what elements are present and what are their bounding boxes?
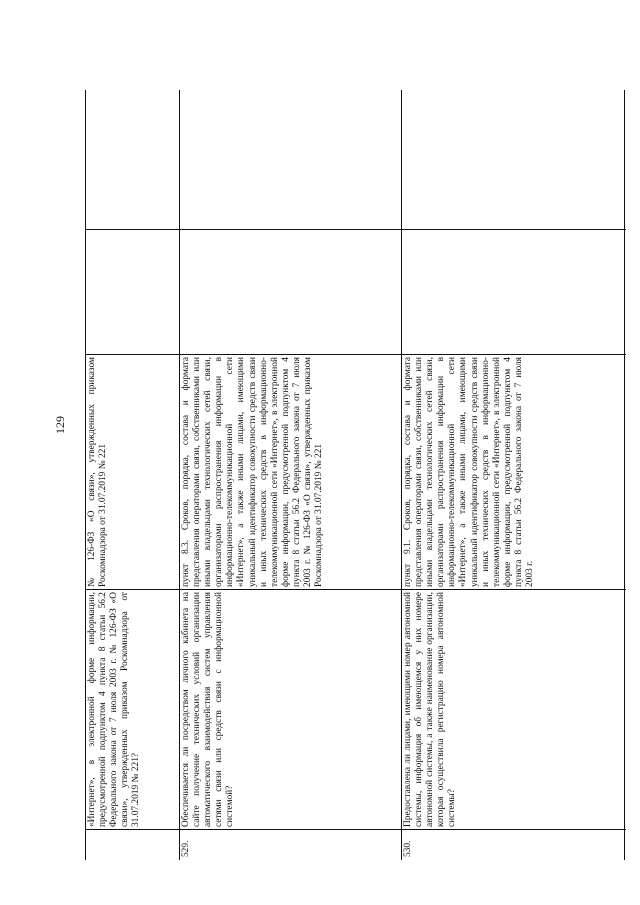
question-cell — [180, 590, 401, 830]
legal-reference-text: пункт 9.1. Сроков, порядка, состава и формата представления операторами связи, собственниками или иными владельцами технологических сетей связи, организаторами распространения информации в информационно-телекоммуникационной сети «Интернет», а также иными лицами, имеющими уникальный идентификатор совокупности средств связи и иных технических средств в информационно-телекоммуникационной сети «Интернет», в электронной форме информации, предусмотренной подпунктом 4 пункта 8 статьи 56.2 Федерального закона от 7 июля 2003 г. — [403, 357, 536, 587]
question-text: Предоставлена ли лицами, имеющими номер автономной системы, информация об имеющемся у них номере автономной системы, а также наименование организации, которая осуществила регистрацию номера автономной системы? — [403, 592, 458, 827]
answer-cell-a — [86, 230, 179, 355]
answer-cell-b — [180, 90, 401, 230]
rotated-page-content — [85, 90, 625, 860]
legal-reference-text: пункт 8.3. Сроков, порядка, состава и формата представления операторами связи, собственниками или иными владельцами технологических сетей связи, организаторами распространения информации в информационно-телекоммуникационной сети «Интернет», а также иными лицами, имеющими уникальный идентификатор совокупности средств связи и иных технических средств в информационно-телекоммуникационной сети «Интернет», в электронной форме информации, предусмотренной подпунктом 4 пункта 8 статьи 56.2 Федерального закона от 7 июля 2003 г. № 126-ФЗ «О связи», утвержденных приказом Роскомнадзора от 31.07.2019 № 221 — [181, 357, 325, 587]
legal-reference-cell — [402, 355, 626, 590]
table-row — [401, 90, 626, 860]
answer-cell-a — [402, 230, 626, 355]
row-number: 529. — [181, 840, 191, 857]
question-cell — [86, 590, 179, 830]
question-text: Обеспечивается ли посредством личного кабинета на сайте получение технических условий организации автоматического взаимодействия систем управления сетями связи или средств связи с информационной системой? — [181, 592, 236, 827]
answer-cell-b — [86, 90, 179, 230]
legal-reference-cell — [86, 355, 179, 590]
legal-reference-cell — [180, 355, 401, 590]
page-number: 129 — [53, 416, 67, 434]
row-number: 530. — [403, 840, 413, 857]
table-row — [86, 90, 179, 860]
table-row — [179, 90, 401, 860]
legal-reference-text: № 126-ФЗ «О связи», утвержденных приказом Роскомнадзора от 31.07.2019 № 221 — [87, 357, 109, 587]
requirements-table — [85, 90, 625, 860]
answer-cell-b — [402, 90, 626, 230]
question-cell — [402, 590, 626, 830]
question-text: «Интернет», в электронной форме информации, предусмотренной подпунктом 4 пункта 8 статьи 56.2 Федерального закона от 7 июля 2003 г. № 126-ФЗ «О связи», утвержденных приказом Роскомнадзора от 31.07.2019 № 221? — [87, 592, 142, 827]
row-number — [86, 830, 179, 860]
answer-cell-a — [180, 230, 401, 355]
